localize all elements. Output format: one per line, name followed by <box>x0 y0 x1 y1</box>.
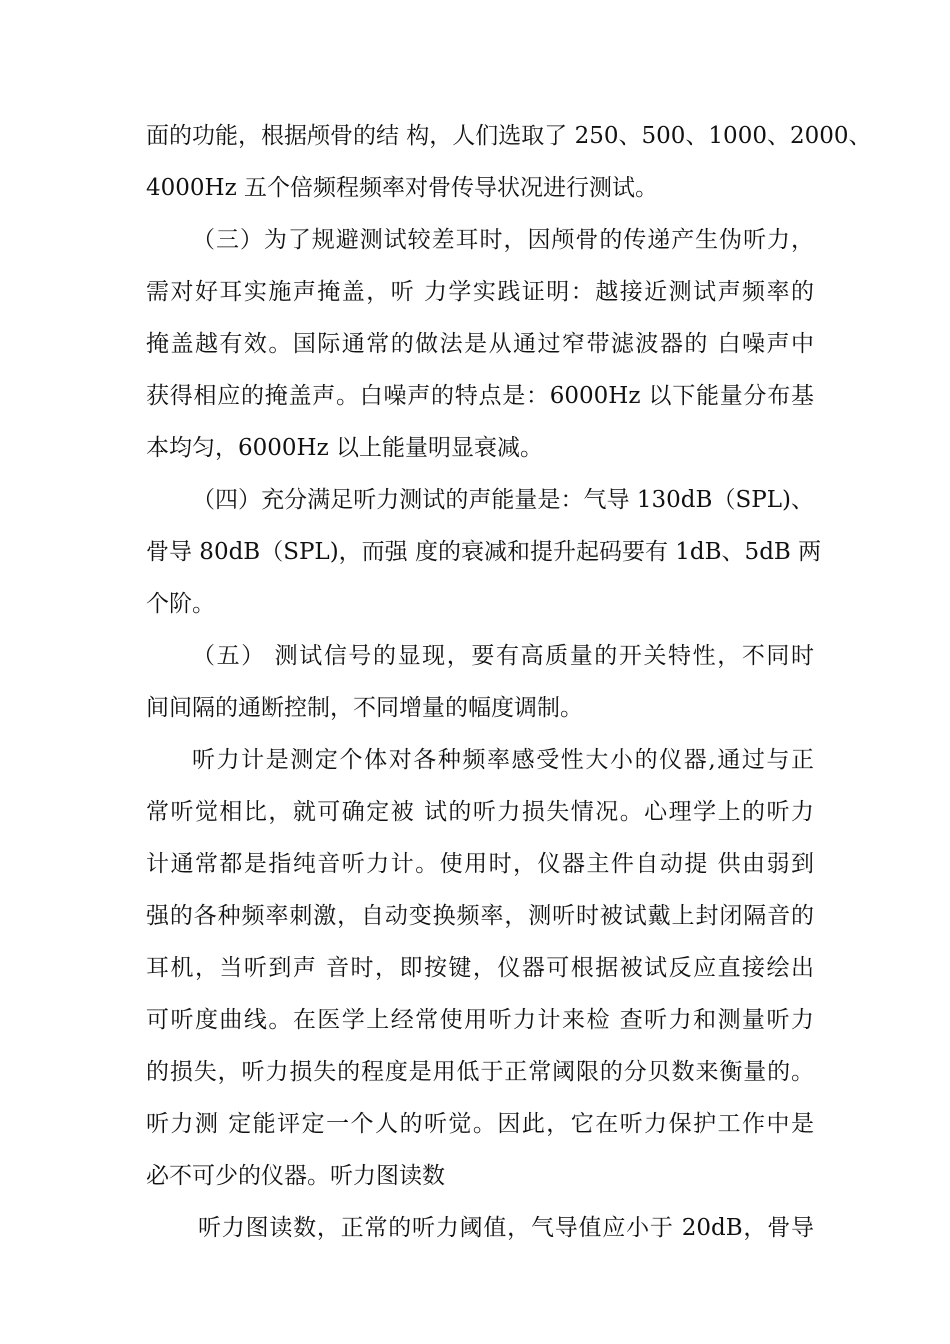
paragraph-5-first-line: （五） 测试信号的显现，要有高质量的开关特性，不同时 <box>192 643 814 669</box>
paragraph-audiogram-first-line: 听力图读数，正常的听力阈值，气导值应小于 20dB，骨导 <box>198 1215 814 1241</box>
text-line: 听力测 定能评定一个人的听觉。因此，它在听力保护工作中是 <box>146 1111 814 1137</box>
text-line: 掩盖越有效。国际通常的做法是从通过窄带滤波器的 白噪声中 <box>146 331 814 357</box>
paragraph-4-first-line: （四）充分满足听力测试的声能量是：气导 130dB（SPL)、 <box>192 487 814 513</box>
text-line: 可听度曲线。在医学上经常使用听力计来检 查听力和测量听力 <box>146 1007 814 1033</box>
text-line: 耳机，当听到声 音时，即按键，仪器可根据被试反应直接绘出 <box>146 955 814 981</box>
paragraph-audiometer-first-line: 听力计是测定个体对各种频率感受性大小的仪器,通过与正 <box>192 747 814 773</box>
text-line: 个阶。 <box>146 591 215 617</box>
text-line: 骨导 80dB（SPL)，而强 度的衰减和提升起码要有 1dB、5dB 两 <box>146 539 822 565</box>
text-line: 强的各种频率刺激，自动变换频率，测听时被试戴上封闭隔音的 <box>146 903 814 929</box>
paragraph-3-first-line: （三）为了规避测试较差耳时，因颅骨的传递产生伪听力， <box>192 227 814 253</box>
text-line: 面的功能，根据颅骨的结 构，人们选取了 250、500、1000、2000、 <box>146 123 872 149</box>
text-line: 需对好耳实施声掩盖，听 力学实践证明：越接近测试声频率的 <box>146 279 814 305</box>
text-line: 本均匀，6000Hz 以上能量明显衰减。 <box>146 435 544 461</box>
text-line: 4000Hz 五个倍频程频率对骨传导状况进行测试。 <box>146 175 659 201</box>
text-line: 间间隔的通断控制，不同增量的幅度调制。 <box>146 695 583 721</box>
text-line: 计通常都是指纯音听力计。使用时，仪器主件自动提 供由弱到 <box>146 851 814 877</box>
text-line: 获得相应的掩盖声。白噪声的特点是：6000Hz 以下能量分布基 <box>146 383 814 409</box>
text-line: 必不可少的仪器。听力图读数 <box>146 1163 445 1189</box>
text-line: 的损失，听力损失的程度是用低于正常阈限的分贝数来衡量的。 <box>146 1059 814 1085</box>
text-line: 常听觉相比，就可确定被 试的听力损失情况。心理学上的听力 <box>146 799 814 825</box>
document-body <box>146 110 872 1254</box>
